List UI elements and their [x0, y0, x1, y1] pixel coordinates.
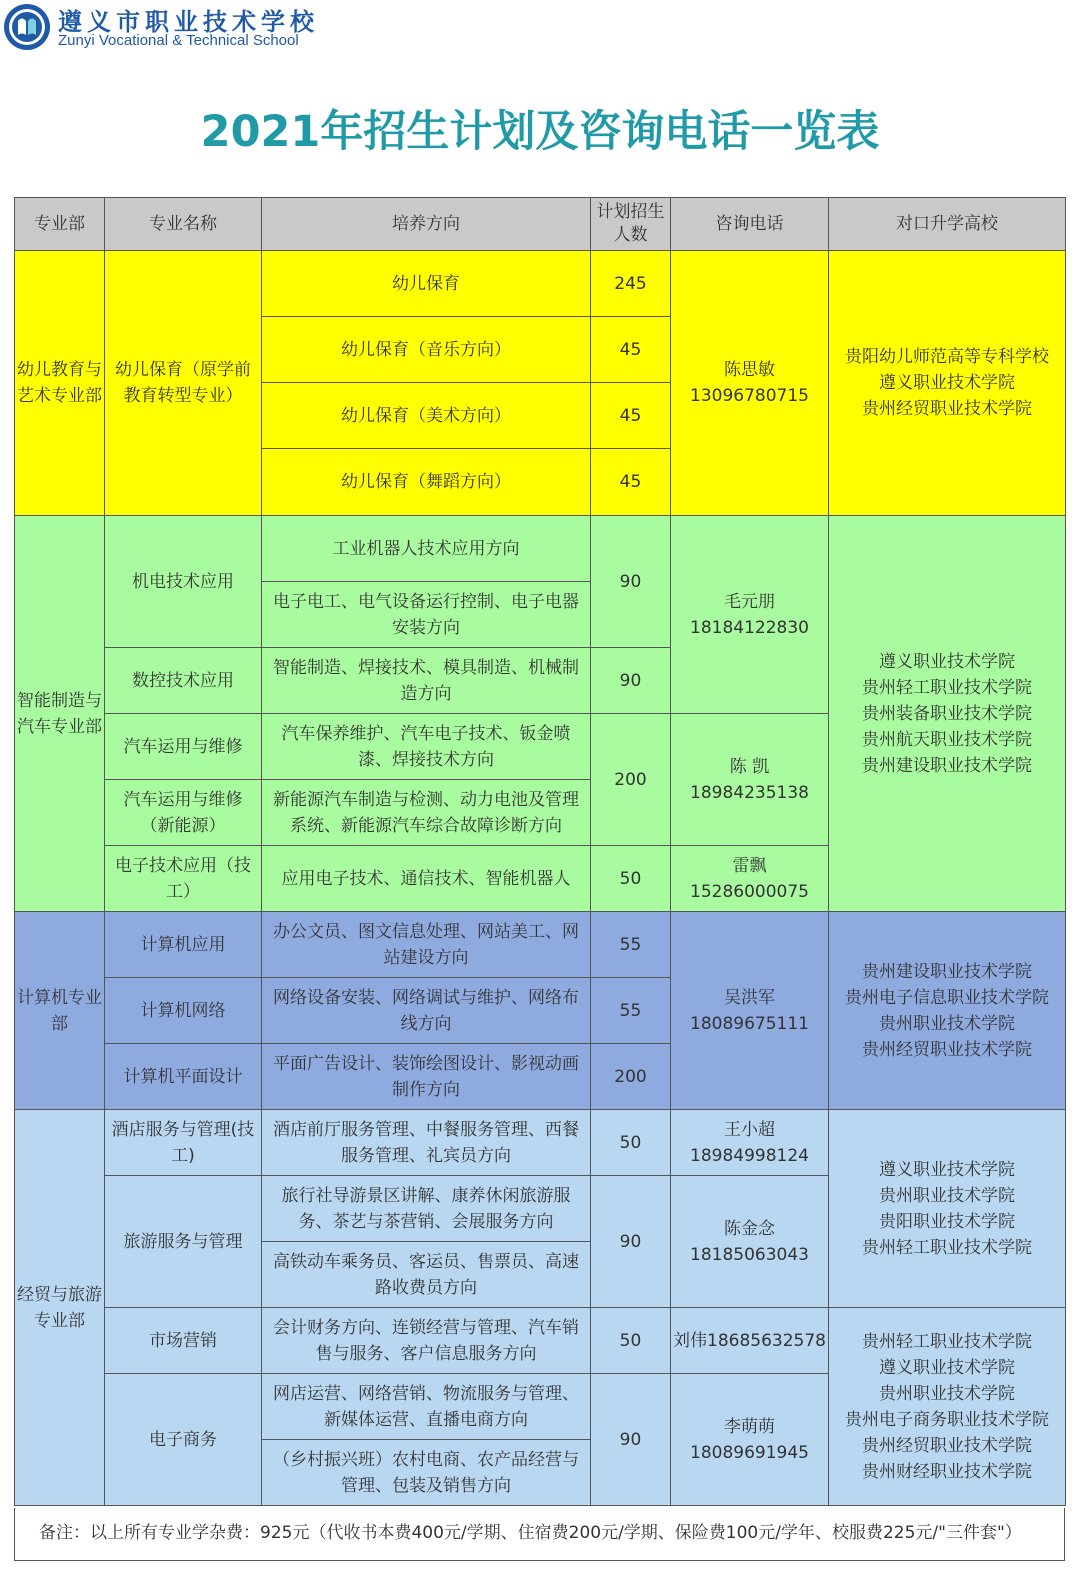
table-row [15, 912, 1066, 978]
major-preschool: 幼儿保育（原学前教育转型专业） [105, 251, 262, 516]
col-header-colleges: 对口升学高校 [829, 198, 1066, 251]
direction-cell: 应用电子技术、通信技术、智能机器人 [262, 846, 591, 912]
plan-cell: 50 [591, 1110, 671, 1176]
school-name-cn: 遵义市职业技术学校 [58, 7, 319, 36]
direction-cell: 会计财务方向、连锁经营与管理、汽车销售与服务、客户信息服务方向 [262, 1308, 591, 1374]
contact-manufacturing-2: 陈 凯 18984235138 [671, 714, 829, 846]
direction-cell: 旅行社导游景区讲解、康养休闲旅游服务、茶艺与茶营销、会展服务方向 [262, 1176, 591, 1242]
contact-marketing: 刘伟18685632578 [671, 1308, 829, 1374]
contact-hotel: 王小超 18984998124 [671, 1110, 829, 1176]
direction-cell: 酒店前厅服务管理、中餐服务管理、西餐服务管理、礼宾员方向 [262, 1110, 591, 1176]
col-header-major: 专业名称 [105, 198, 262, 251]
plan-cell: 90 [591, 1176, 671, 1308]
page-header [0, 0, 1080, 60]
colleges-manufacturing: 遵义职业技术学院 贵州轻工职业技术学院 贵州装备职业技术学院 贵州航天职业技术学院 贵州建设职业技术学院 [829, 516, 1066, 912]
table-header-row [15, 198, 1066, 251]
plan-cell: 90 [591, 1374, 671, 1506]
contact-manufacturing-3: 雷飘 15286000075 [671, 846, 829, 912]
plan-cell: 90 [591, 648, 671, 714]
contact-ecommerce: 李萌萌 18089691945 [671, 1374, 829, 1506]
col-header-plan: 计划招生 人数 [591, 198, 671, 251]
plan-cell: 200 [591, 714, 671, 846]
direction-cell: 幼儿保育（舞蹈方向） [262, 449, 591, 516]
direction-cell: 幼儿保育（音乐方向） [262, 317, 591, 383]
direction-cell: 工业机器人技术应用方向 [262, 516, 591, 582]
major-cell: 计算机应用 [105, 912, 262, 978]
major-mechatronics: 机电技术应用 [105, 516, 262, 648]
department-manufacturing: 智能制造与汽车专业部 [15, 516, 105, 912]
direction-cell: 网络设备安装、网络调试与维护、网络布线方向 [262, 978, 591, 1044]
enrollment-table [14, 197, 1066, 1506]
major-electronics: 电子技术应用（技工） [105, 846, 262, 912]
plan-cell: 55 [591, 978, 671, 1044]
colleges-computer: 贵州建设职业技术学院 贵州电子信息职业技术学院 贵州职业技术学院 贵州经贸职业技术学院 [829, 912, 1066, 1110]
direction-cell: 智能制造、焊接技术、模具制造、机械制造方向 [262, 648, 591, 714]
page-title: 2021年招生计划及咨询电话一览表 [200, 107, 880, 157]
department-preschool: 幼儿教育与艺术专业部 [15, 251, 105, 516]
direction-cell: 汽车保养维护、汽车电子技术、钣金喷漆、焊接技术方向 [262, 714, 591, 780]
table-row [15, 1308, 1066, 1374]
major-tourism: 旅游服务与管理 [105, 1176, 262, 1308]
school-logo-icon [2, 2, 52, 52]
direction-cell: 幼儿保育（美术方向） [262, 383, 591, 449]
major-hotel: 酒店服务与管理(技工) [105, 1110, 262, 1176]
major-marketing: 市场营销 [105, 1308, 262, 1374]
direction-cell: 平面广告设计、装饰绘图设计、影视动画制作方向 [262, 1044, 591, 1110]
table-row [15, 516, 1066, 582]
major-cell: 计算机平面设计 [105, 1044, 262, 1110]
department-trade: 经贸与旅游专业部 [15, 1110, 105, 1506]
school-name-en: Zunyi Vocational & Technical School [58, 32, 299, 49]
table-row [15, 1110, 1066, 1176]
plan-cell: 245 [591, 251, 671, 317]
table-row [15, 251, 1066, 317]
direction-cell: 电子电工、电气设备运行控制、电子电器安装方向 [262, 582, 591, 648]
contact-preschool: 陈思敏 13096780715 [671, 251, 829, 516]
direction-cell: 高铁动车乘务员、客运员、售票员、高速路收费员方向 [262, 1242, 591, 1308]
major-cell: 计算机网络 [105, 978, 262, 1044]
plan-cell: 45 [591, 449, 671, 516]
col-header-department: 专业部 [15, 198, 105, 251]
plan-cell: 55 [591, 912, 671, 978]
direction-cell: （乡村振兴班）农村电商、农产品经营与管理、包装及销售方向 [262, 1440, 591, 1506]
plan-cell: 200 [591, 1044, 671, 1110]
major-ecommerce: 电子商务 [105, 1374, 262, 1506]
department-computer: 计算机专业部 [15, 912, 105, 1110]
direction-cell: 幼儿保育 [262, 251, 591, 317]
plan-cell: 50 [591, 846, 671, 912]
major-auto: 汽车运用与维修 [105, 714, 262, 780]
contact-manufacturing-1: 毛元朋 18184122830 [671, 516, 829, 714]
plan-cell: 90 [591, 516, 671, 648]
colleges-trade-2: 贵州轻工职业技术学院 遵义职业技术学院 贵州职业技术学院 贵州电子商务职业技术学院 贵州经贸职业技术学院 贵州财经职业技术学院 [829, 1308, 1066, 1506]
plan-cell: 45 [591, 317, 671, 383]
plan-cell: 50 [591, 1308, 671, 1374]
plan-cell: 45 [591, 383, 671, 449]
contact-tourism: 陈金念 18185063043 [671, 1176, 829, 1308]
contact-computer: 吴洪军 18089675111 [671, 912, 829, 1110]
major-cnc: 数控技术应用 [105, 648, 262, 714]
direction-cell: 新能源汽车制造与检测、动力电池及管理系统、新能源汽车综合故障诊断方向 [262, 780, 591, 846]
colleges-preschool: 贵阳幼儿师范高等专科学校 遵义职业技术学院 贵州经贸职业技术学院 [829, 251, 1066, 516]
direction-cell: 网店运营、网络营销、物流服务与管理、新媒体运营、直播电商方向 [262, 1374, 591, 1440]
col-header-phone: 咨询电话 [671, 198, 829, 251]
col-header-direction: 培养方向 [262, 198, 591, 251]
major-auto-ev: 汽车运用与维修（新能源） [105, 780, 262, 846]
colleges-trade-1: 遵义职业技术学院 贵州职业技术学院 贵阳职业技术学院 贵州轻工职业技术学院 [829, 1110, 1066, 1308]
direction-cell: 办公文员、图文信息处理、网站美工、网站建设方向 [262, 912, 591, 978]
footnote: 备注：以上所有专业学杂费：925元（代收书本费400元/学期、住宿费200元/学期、保险费100元/学年、校服费225元/"三件套"） [14, 1508, 1065, 1561]
